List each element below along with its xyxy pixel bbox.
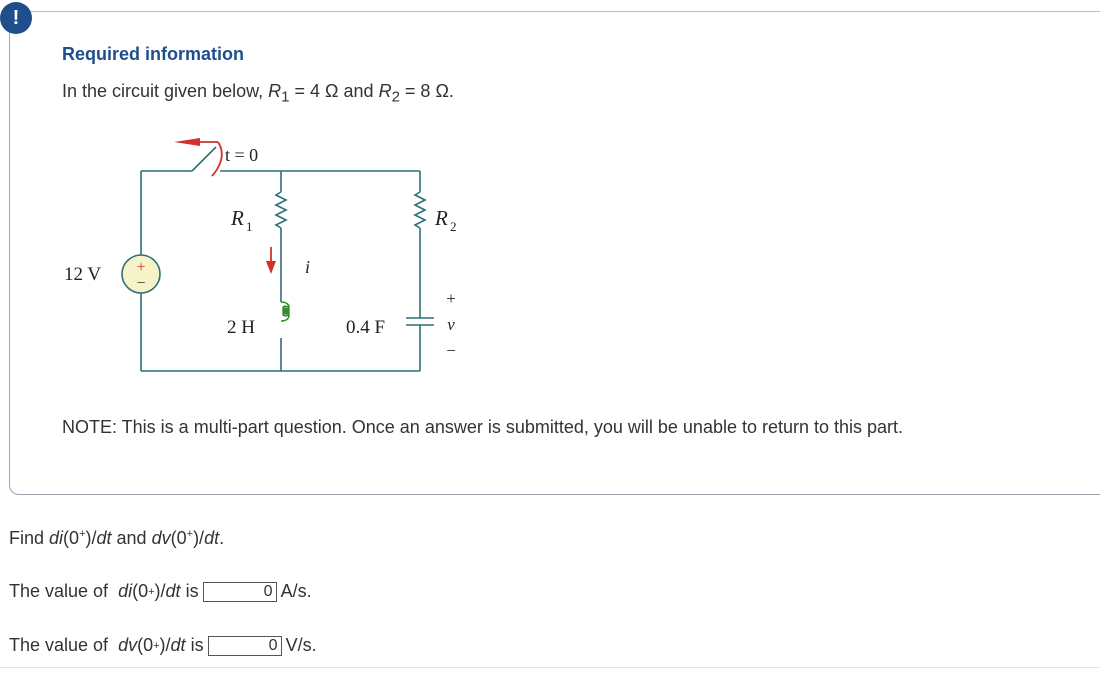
inductor [281,302,289,321]
question-dt: dt [170,635,186,655]
multi-part-note: NOTE: This is a multi-part question. Once an answer is submitted, you will be unable to return to this part. [62,417,904,437]
r1-label-sub: 1 [246,219,253,234]
required-information-title: Required information [62,44,245,64]
question-prefix: The value of [9,581,109,601]
r2-label: R [435,206,448,230]
r1-label: R [231,206,244,230]
bottom-divider [0,667,1100,668]
r2-symbol: R [378,81,392,101]
r1-symbol: R [268,81,282,101]
question-var: dv [118,635,138,655]
question-var: di [118,581,133,601]
find-sup-1: + [79,528,86,540]
current-arrow-icon [266,261,276,274]
question-is: is [185,581,199,601]
capacitor-label: 0.4 F [346,317,386,338]
di-dt-answer-input[interactable] [203,582,277,602]
find-di: di [49,528,64,548]
find-and: and [116,528,147,548]
find-sup-2: + [186,528,194,540]
current-label: i [305,257,311,277]
question-sup: + [148,585,155,598]
and-word: and [343,81,374,101]
find-instruction [9,528,224,549]
v-plus: + [446,289,456,308]
find-prefix: Find [9,528,45,548]
question-open: (0 [137,635,154,655]
v-label: v [447,315,455,334]
alert-icon: ! [0,2,32,34]
find-close-2: )/ [193,528,205,548]
question-di-row [9,581,312,602]
question-close: )/ [159,635,171,655]
question-sup: + [153,639,160,652]
source-voltage-label: 12 V [64,264,102,285]
v-minus: − [446,341,456,360]
circuit-diagram [50,130,480,380]
inductor-label: 2 H [227,317,255,338]
source-minus: − [136,275,146,292]
dv-dt-answer-input[interactable] [208,636,282,656]
intro-prefix: In the circuit given below, [62,81,264,101]
find-dt-2: dt [204,528,220,548]
switch-arrow-icon [174,138,200,146]
r2-resistor [415,192,425,228]
question-is: is [190,635,204,655]
find-dv: dv [151,528,171,548]
question-prefix: The value of [9,635,109,655]
dv-dt-unit: V/s. [285,635,317,655]
find-dt-1: dt [96,528,112,548]
find-close-1: )/ [85,528,97,548]
question-close: )/ [154,581,166,601]
problem-statement [62,81,454,106]
di-dt-unit: A/s. [280,581,312,601]
source-plus: + [136,259,146,276]
r2-subscript: 2 [391,88,400,106]
question-dv-row [9,635,317,656]
r1-subscript: 1 [281,88,290,106]
switch-blade [192,147,216,171]
find-open-2: (0 [170,528,187,548]
find-suffix: . [219,528,225,548]
r2-label-sub: 2 [450,219,457,234]
r1-value: = 4 Ω [294,81,339,101]
switch-time-label: t = 0 [225,145,259,165]
find-open-1: (0 [63,528,80,548]
question-dt: dt [165,581,181,601]
r2-value: = 8 Ω. [404,81,454,101]
question-open: (0 [132,581,149,601]
r1-resistor [276,192,286,228]
